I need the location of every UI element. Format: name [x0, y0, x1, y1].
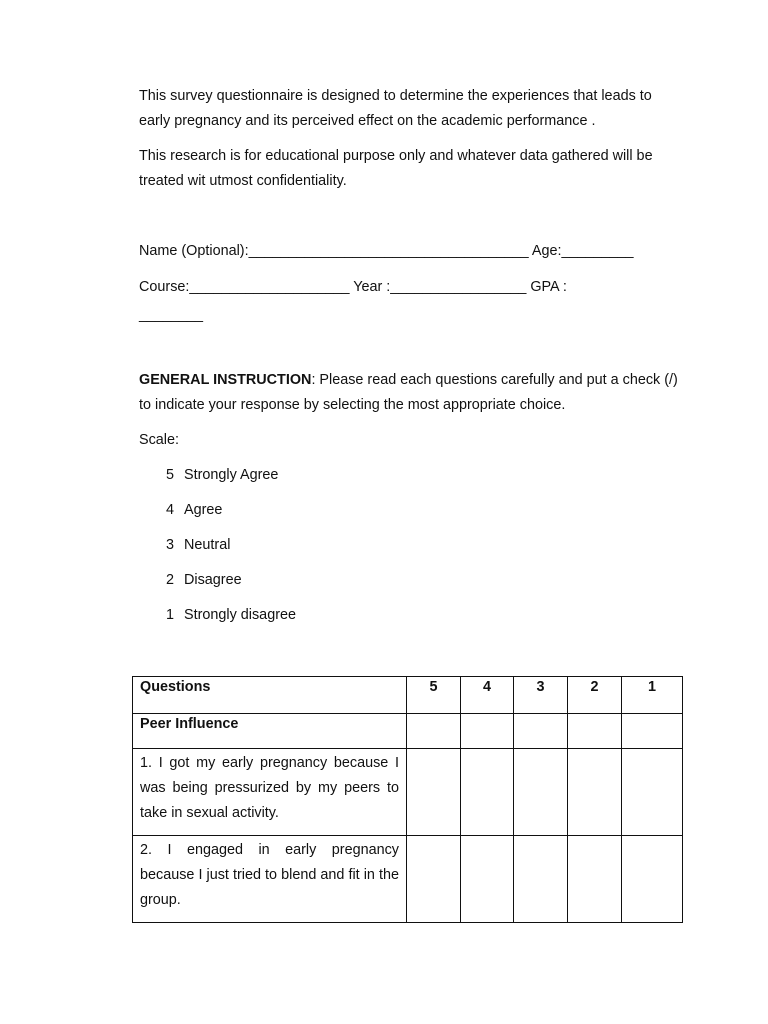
rating-cell[interactable] [568, 749, 622, 836]
scale-item [166, 500, 222, 520]
category-row [133, 714, 683, 749]
rating-cell [407, 714, 461, 749]
instruction-heading: GENERAL INSTRUCTION [139, 372, 312, 388]
rating-cell[interactable] [622, 836, 683, 923]
question-text: 1. I got my early pregnancy because I was being pressurized by my peers to take in sexual activity. [133, 749, 407, 836]
table-row [133, 749, 683, 836]
scale-number: 4 [166, 502, 175, 518]
intro-paragraph-2: This research is for educational purpose only and whatever data gathered will be treated wit utmost confidentiality. [139, 148, 653, 189]
category-label: Peer Influence [133, 714, 407, 749]
scale-item-label: Disagree [184, 572, 242, 588]
rating-cell[interactable] [514, 836, 568, 923]
table-header-row [133, 677, 683, 714]
instruction-text: : Please read each questions carefully and put a check (/) to indicate your response by selecting the most appropriate choice. [139, 372, 678, 413]
rating-cell [622, 714, 683, 749]
scale-item-label: Strongly Agree [184, 467, 279, 483]
name-age-field-line[interactable]: Name (Optional):___________________________________ Age:_________ [139, 243, 634, 259]
intro-paragraph-1: This survey questionnaire is designed to determine the experiences that leads to early pregnancy and its perceived effect on the academic performance . [139, 88, 652, 129]
questions-header: Questions [133, 677, 407, 714]
scale-item-label: Neutral [184, 537, 231, 553]
question-text: 2. I engaged in early pregnancy because I just tried to blend and fit in the group. [133, 836, 407, 923]
rating-cell[interactable] [568, 836, 622, 923]
scale-label: Scale: [139, 432, 179, 448]
scale-item [166, 465, 278, 485]
gpa-blank-line[interactable]: ________ [139, 307, 204, 323]
rating-cell[interactable] [461, 836, 514, 923]
scale-item [166, 570, 242, 590]
rating-cell [461, 714, 514, 749]
scale-header-4: 4 [461, 677, 514, 714]
scale-number: 5 [166, 467, 175, 483]
rating-cell[interactable] [407, 836, 461, 923]
scale-item [166, 605, 296, 625]
rating-cell[interactable] [461, 749, 514, 836]
scale-item-label: Agree [184, 502, 223, 518]
rating-cell [568, 714, 622, 749]
general-instruction [139, 368, 679, 418]
course-year-gpa-field-line[interactable]: Course:____________________ Year :_________________ GPA : [139, 279, 567, 295]
scale-number: 2 [166, 572, 175, 588]
questionnaire-table [132, 676, 683, 923]
scale-item-label: Strongly disagree [184, 607, 296, 623]
rating-cell[interactable] [514, 749, 568, 836]
table-row [133, 836, 683, 923]
rating-cell[interactable] [622, 749, 683, 836]
scale-header-3: 3 [514, 677, 568, 714]
scale-header-2: 2 [568, 677, 622, 714]
scale-header-5: 5 [407, 677, 461, 714]
rating-cell [514, 714, 568, 749]
scale-header-1: 1 [622, 677, 683, 714]
rating-cell[interactable] [407, 749, 461, 836]
scale-number: 1 [166, 607, 175, 623]
scale-item [166, 535, 230, 555]
scale-number: 3 [166, 537, 175, 553]
